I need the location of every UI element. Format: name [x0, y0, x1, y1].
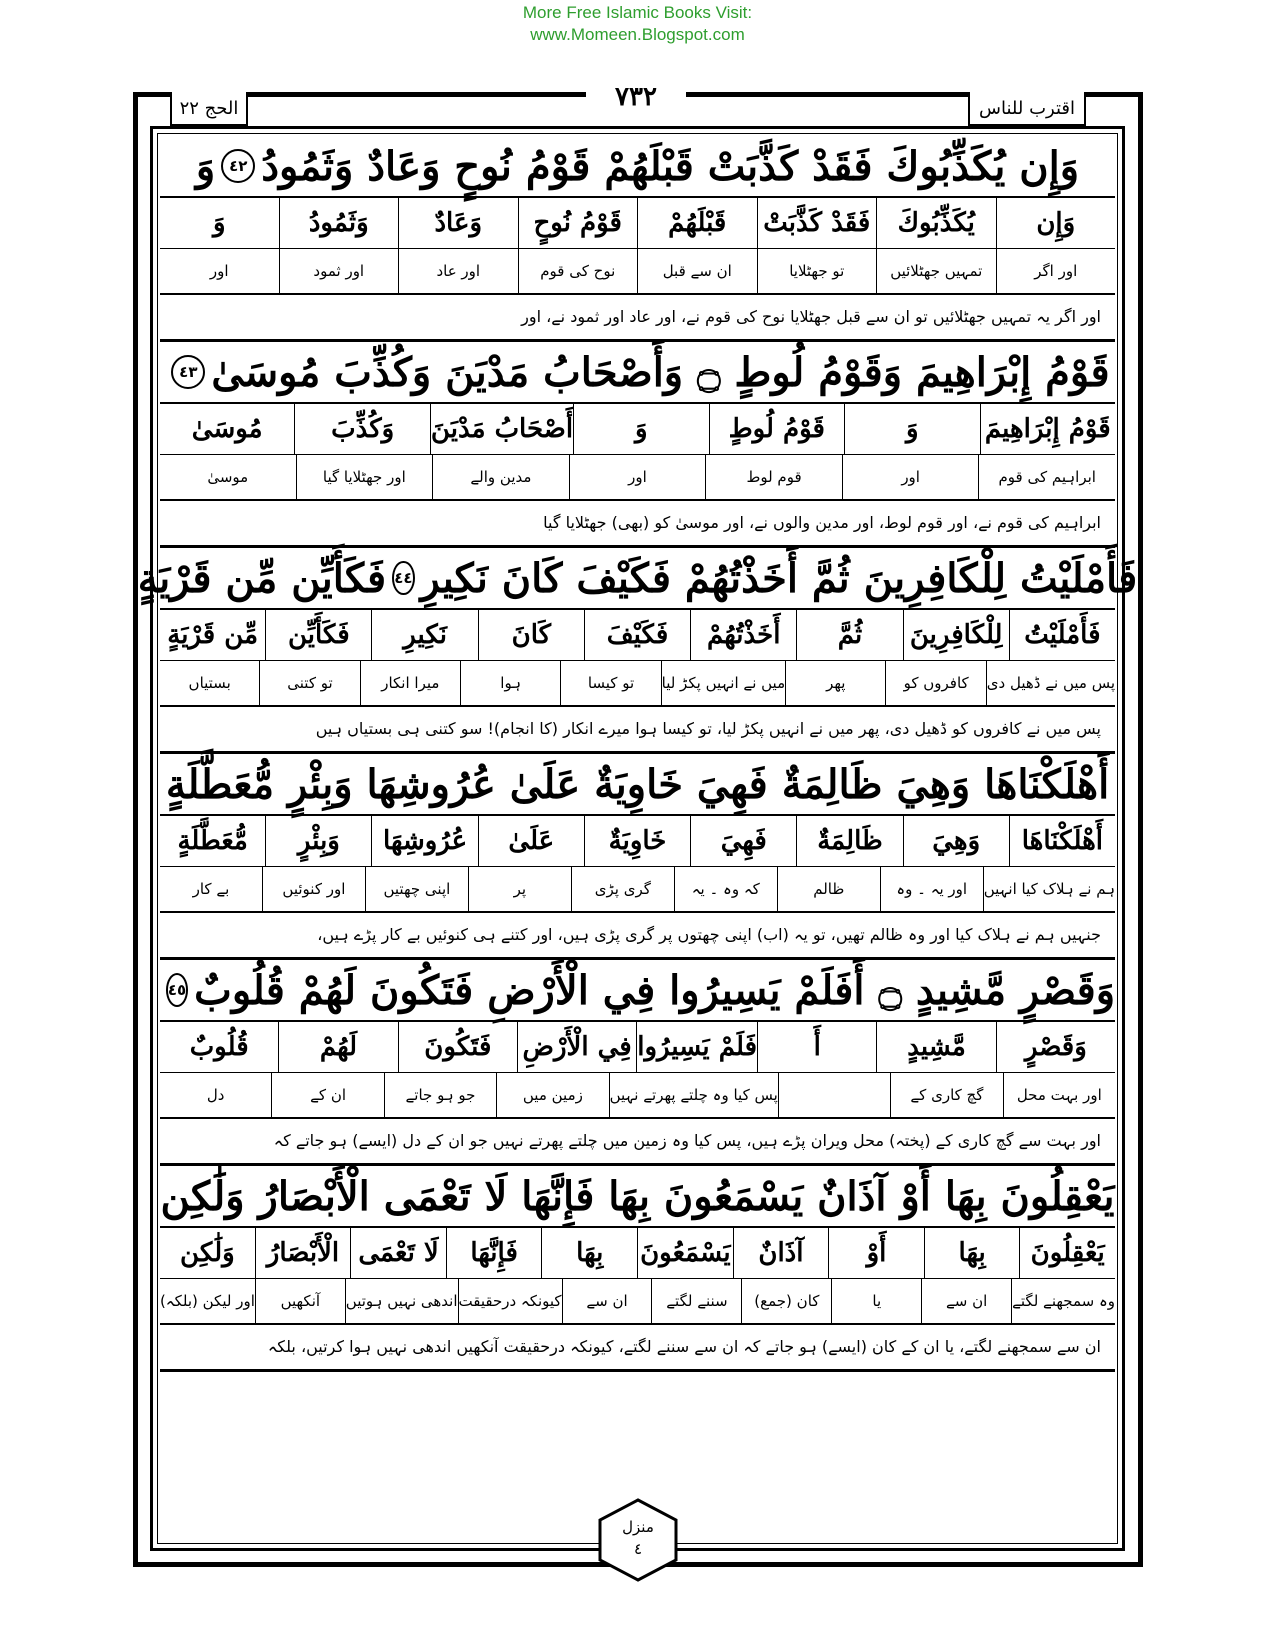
surah-header-right: اقترب للناس — [968, 92, 1086, 126]
arabic-word-cell: وَقَصْرٍ — [996, 1022, 1115, 1072]
word-by-word-row — [160, 198, 1115, 249]
verse-text: وَقَصْرٍ مَّشِيدٍ ۝ أَفَلَمْ يَسِيرُوا فِي الْأَرْضِ فَتَكُونَ لَهُمْ قُلُوبٌ — [194, 966, 1116, 1014]
arabic-word-cell: وَثَمُودُ — [279, 198, 399, 248]
urdu-gloss-cell: اور اگر — [996, 249, 1116, 293]
gloss-row — [160, 867, 1115, 913]
arabic-word-cell: قُلُوبٌ — [189, 1032, 249, 1062]
word-by-word-row — [160, 816, 1115, 867]
urdu-gloss-cell: پھر — [785, 661, 885, 705]
word-by-word-row — [160, 1022, 1115, 1073]
watermark-line-1: More Free Islamic Books Visit: — [522, 3, 753, 22]
urdu-gloss-cell: مدین والے — [432, 455, 569, 499]
verse-text: فَأَمْلَيْتُ لِلْكَافِرِينَ ثُمَّ أَخَذْتُهُمْ فَكَيْفَ كَانَ نَكِيرِ — [420, 554, 1138, 602]
urdu-gloss-cell: یا — [831, 1279, 921, 1323]
urdu-gloss-cell: اور عاد — [398, 249, 518, 293]
verse-line — [160, 342, 1115, 404]
urdu-gloss-cell: وہ سمجھنے لگتے — [1011, 1279, 1115, 1323]
urdu-gloss-cell: تو جھٹلایا — [757, 249, 877, 293]
gloss-row — [160, 455, 1115, 501]
arabic-word-cell: وَإِن — [996, 198, 1116, 248]
urdu-gloss-cell: اور لیکن (بلکہ) — [159, 1292, 255, 1310]
arabic-word-cell: آذَانٌ — [733, 1228, 829, 1278]
urdu-gloss-cell: پر — [468, 867, 571, 911]
urdu-gloss-cell: اور جھٹلایا گیا — [296, 455, 433, 499]
urdu-gloss-cell: ہم نے ہلاک کیا انہیں — [983, 867, 1115, 911]
arabic-word-cell: وَبِئْرٍ — [265, 816, 371, 866]
urdu-translation: اور اگر یہ تمہیں جھٹلائیں تو ان سے قبل جھٹلایا نوح کی قوم نے، اور عاد اور ثمود نے، اور — [160, 295, 1115, 342]
arabic-word-cell: وَعَادٌ — [398, 198, 518, 248]
urdu-gloss-cell: سننے لگتے — [651, 1279, 741, 1323]
urdu-gloss-cell: میں نے انہیں پکڑ لیا — [661, 661, 786, 705]
arabic-word-cell: وَلَٰكِن — [180, 1238, 235, 1268]
urdu-gloss-cell: ان سے — [921, 1279, 1011, 1323]
ayah-number-marker: ٤٤ — [392, 561, 414, 595]
urdu-translation: اور بہت سے گچ کاری کے (پختہ) محل ویران پڑے ہیں، پس کیا وہ زمین میں چلتے پھرتے نہیں جو ان کے دل (ایسے) ہو جاتے کہ — [160, 1119, 1115, 1166]
arabic-word-cell: فِي الْأَرْضِ — [517, 1022, 636, 1072]
verse-text: قَوْمُ إِبْرَاهِيمَ وَقَوْمُ لُوطٍ ۝ وَأَصْحَابُ مَدْيَنَ وَكُذِّبَ مُوسَىٰ — [211, 348, 1110, 396]
urdu-gloss-cell: کافروں کو — [885, 661, 985, 705]
urdu-gloss-cell: ان سے قبل — [637, 249, 757, 293]
arabic-word-cell: وَ — [844, 404, 979, 454]
urdu-gloss-cell: اور کنوئیں — [262, 867, 365, 911]
arabic-word-cell: الْأَبْصَارُ — [255, 1228, 351, 1278]
watermark-line-2: www.Momeen.Blogspot.com — [530, 25, 745, 44]
urdu-gloss-cell: ان سے — [562, 1279, 652, 1323]
word-by-word-row — [160, 404, 1115, 455]
ayah-number-marker: ٤٥ — [166, 973, 188, 1007]
urdu-translation: پس میں نے کافروں کو ڈھیل دی، پھر میں نے انہیں پکڑ لیا، تو کیسا ہوا میرے انکار (کا انجام)! سو کتنی ہی بستیاں ہیں — [160, 707, 1115, 754]
arabic-word-cell: يُكَذِّبُوكَ — [876, 198, 996, 248]
ayah-number-marker: ٤٢ — [221, 149, 255, 183]
arabic-word-cell: كَانَ — [478, 610, 584, 660]
verse-text: يَعْقِلُونَ بِهَا أَوْ آذَانٌ يَسْمَعُونَ بِهَا فَإِنَّهَا لَا تَعْمَى الْأَبْصَارُ وَلَٰكِن — [160, 1172, 1115, 1220]
urdu-gloss-cell: ان کے — [271, 1073, 383, 1117]
urdu-gloss-cell: گچ کاری کے — [890, 1073, 1002, 1117]
arabic-word-cell: مَّشِيدٍ — [876, 1022, 995, 1072]
arabic-word-cell: وَ — [212, 208, 226, 238]
gloss-row — [160, 1073, 1115, 1119]
arabic-word-cell: أَخَذْتُهُمْ — [690, 610, 796, 660]
manzil-label: منزل — [622, 1518, 654, 1536]
arabic-word-cell: أَهْلَكْنَاهَا — [1009, 816, 1115, 866]
word-by-word-row — [160, 610, 1115, 661]
urdu-gloss-cell: اور — [842, 455, 979, 499]
urdu-gloss-cell: تو کتنی — [259, 661, 359, 705]
arabic-word-cell: ثُمَّ — [796, 610, 902, 660]
arabic-word-cell: فَتَكُونَ — [398, 1022, 517, 1072]
urdu-gloss-cell: تو کیسا — [560, 661, 660, 705]
gloss-row — [160, 249, 1115, 295]
urdu-gloss-cell: ابراہیم کی قوم — [978, 455, 1115, 499]
verse-text: وَإِن يُكَذِّبُوكَ فَقَدْ كَذَّبَتْ قَبْلَهُمْ قَوْمُ نُوحٍ وَعَادٌ وَثَمُودُ — [261, 142, 1080, 190]
arabic-word-cell: عُرُوشِهَا — [371, 816, 477, 866]
arabic-word-cell: بِهَا — [541, 1228, 637, 1278]
urdu-gloss-cell: اور ثمود — [279, 249, 399, 293]
arabic-word-cell: وَ — [573, 404, 708, 454]
urdu-gloss-cell: تمہیں جھٹلائیں — [876, 249, 996, 293]
arabic-word-cell: لَا تَعْمَى — [350, 1228, 446, 1278]
arabic-word-cell: أَوْ — [828, 1228, 924, 1278]
urdu-gloss-cell: گری پڑی — [571, 867, 674, 911]
watermark — [0, 2, 1275, 46]
arabic-word-cell: قَوْمُ نُوحٍ — [518, 198, 638, 248]
urdu-gloss-cell: اور بہت محل — [1003, 1073, 1115, 1117]
urdu-gloss-cell: اندھی نہیں ہوتیں — [345, 1279, 458, 1323]
urdu-gloss-cell: اور — [569, 455, 706, 499]
urdu-gloss-cell: بے کار — [192, 880, 230, 898]
urdu-translation: ابراہیم کی قوم نے، اور قوم لوط، اور مدین والوں نے، اور موسیٰ کو (بھی) جھٹلایا گیا — [160, 501, 1115, 548]
arabic-word-cell: خَاوِيَةٌ — [584, 816, 690, 866]
gloss-row — [160, 661, 1115, 707]
urdu-gloss-cell: موسیٰ — [207, 468, 249, 486]
verse-line — [160, 1166, 1115, 1228]
arabic-word-cell: مِّن قَرْيَةٍ — [167, 620, 259, 650]
urdu-gloss-cell — [778, 1073, 890, 1117]
arabic-word-cell: فَأَمْلَيْتُ — [1009, 610, 1115, 660]
urdu-gloss-cell: پس میں نے ڈھیل دی — [986, 661, 1115, 705]
urdu-gloss-cell: کیونکہ درحقیقت — [458, 1279, 562, 1323]
arabic-word-cell: فَإِنَّهَا — [446, 1228, 542, 1278]
page-content — [137, 136, 1138, 1372]
surah-header-left: الحج ٢٢ — [170, 92, 248, 126]
arabic-word-cell: قَبْلَهُمْ — [637, 198, 757, 248]
arabic-word-cell: مُّعَطَّلَةٍ — [177, 826, 248, 856]
urdu-gloss-cell: جو ہو جاتے — [384, 1073, 496, 1117]
ayah-number-marker: ٤٣ — [171, 355, 205, 389]
arabic-word-cell: وَكُذِّبَ — [294, 404, 429, 454]
urdu-gloss-cell: قوم لوط — [705, 455, 842, 499]
urdu-gloss-cell: اپنی چھتیں — [365, 867, 468, 911]
arabic-word-cell: لَهُمْ — [278, 1022, 397, 1072]
urdu-gloss-cell: کہ وہ ۔ یہ — [674, 867, 777, 911]
arabic-word-cell: فَهِيَ — [690, 816, 796, 866]
arabic-word-cell: وَهِيَ — [903, 816, 1009, 866]
arabic-word-cell: قَوْمُ إِبْرَاهِيمَ — [980, 404, 1115, 454]
manzil-number: ٤ — [633, 1540, 643, 1558]
verse-line — [137, 548, 1138, 610]
urdu-gloss-cell: دل — [206, 1086, 225, 1104]
verse-line — [160, 960, 1115, 1022]
verse-continuation: وَ — [195, 142, 216, 190]
arabic-word-cell: أَ — [757, 1022, 876, 1072]
verse-continuation: فَكَأَيِّن مِّن قَرْيَةٍ — [137, 554, 387, 602]
arabic-word-cell: قَوْمُ لُوطٍ — [709, 404, 844, 454]
urdu-gloss-cell: کان (جمع) — [741, 1279, 831, 1323]
verse-line — [160, 136, 1115, 198]
urdu-gloss-cell: اور یہ ۔ وہ — [880, 867, 983, 911]
urdu-translation: ان سے سمجھنے لگتے، یا ان کے کان (ایسے) ہو جاتے کہ ان سے سننے لگتے، کیونکہ درحقیقت آنکھیں اندھی نہیں ہوا کرتیں، بلکہ — [160, 1325, 1115, 1372]
word-by-word-row — [160, 1228, 1115, 1279]
arabic-word-cell: يَعْقِلُونَ — [1019, 1228, 1115, 1278]
urdu-gloss-cell: میرا انکار — [360, 661, 460, 705]
arabic-word-cell: ظَالِمَةٌ — [796, 816, 902, 866]
arabic-word-cell: فَلَمْ يَسِيرُوا — [636, 1022, 757, 1072]
urdu-translation: جنہیں ہم نے ہلاک کیا اور وہ ظالم تھیں، تو یہ (اب) اپنی چھتوں پر گری پڑی ہیں، اور کتنے ہی کنوئیں بے کار پڑے ہیں، — [160, 913, 1115, 960]
urdu-gloss-cell: اور — [209, 262, 229, 280]
verse-line — [160, 754, 1115, 816]
urdu-gloss-cell: آنکھیں — [255, 1279, 345, 1323]
urdu-gloss-cell: زمین میں — [496, 1073, 608, 1117]
arabic-word-cell: نَكِيرِ — [371, 610, 477, 660]
urdu-gloss-cell: نوح کی قوم — [518, 249, 638, 293]
arabic-word-cell: لِلْكَافِرِينَ — [903, 610, 1009, 660]
arabic-word-cell: فَكَأَيِّن — [265, 610, 371, 660]
arabic-word-cell: فَقَدْ كَذَّبَتْ — [757, 198, 877, 248]
arabic-word-cell: عَلَىٰ — [478, 816, 584, 866]
arabic-word-cell: بِهَا — [924, 1228, 1020, 1278]
arabic-word-cell: فَكَيْفَ — [584, 610, 690, 660]
urdu-gloss-cell: ہوا — [460, 661, 560, 705]
arabic-word-cell: مُوسَىٰ — [191, 414, 263, 444]
urdu-gloss-cell: بستیاں — [188, 674, 231, 692]
page-number: ٧٣٢ — [586, 82, 686, 120]
urdu-gloss-cell: ظالم — [777, 867, 880, 911]
arabic-word-cell: أَصْحَابُ مَدْيَنَ — [430, 404, 573, 454]
arabic-word-cell: يَسْمَعُونَ — [637, 1228, 733, 1278]
manzil-marker — [598, 1498, 678, 1582]
gloss-row — [160, 1279, 1115, 1325]
urdu-gloss-cell: پس کیا وہ چلتے پھرتے نہیں — [609, 1073, 778, 1117]
verse-text: أَهْلَكْنَاهَا وَهِيَ ظَالِمَةٌ فَهِيَ خَاوِيَةٌ عَلَىٰ عُرُوشِهَا وَبِئْرٍ مُّعَطَّلَةٍ — [165, 760, 1110, 808]
